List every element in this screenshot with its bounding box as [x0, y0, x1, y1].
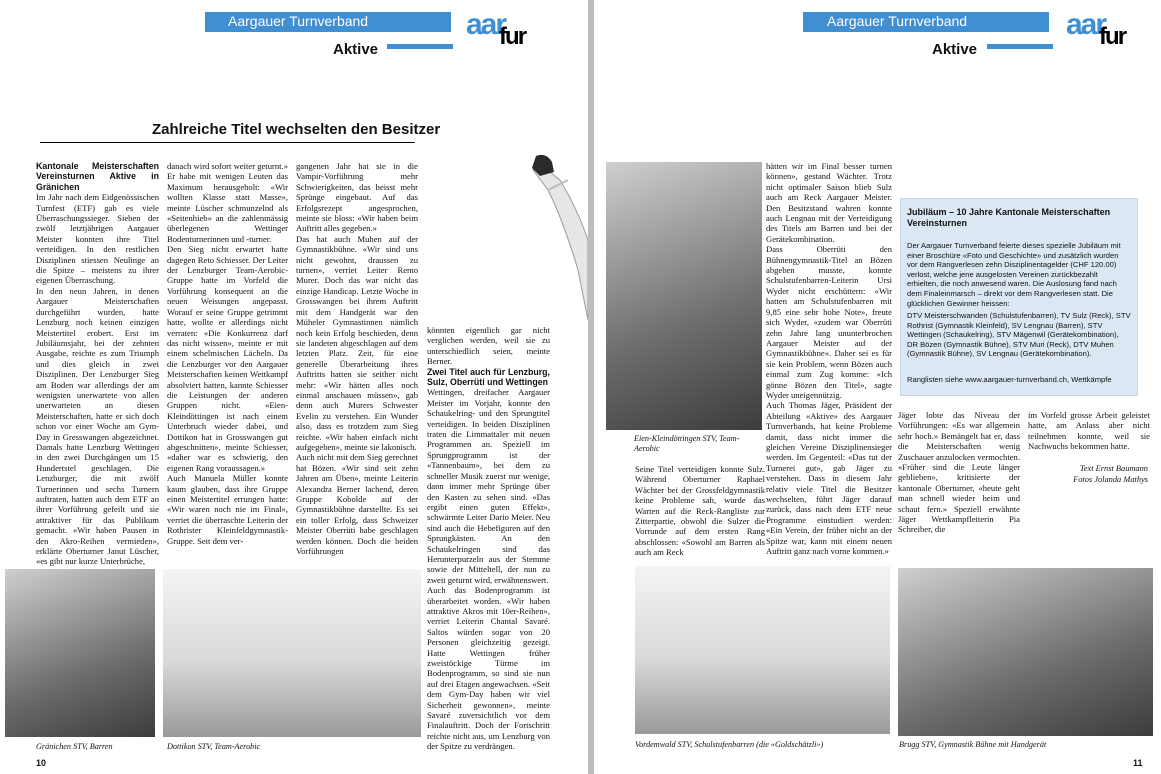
- info-box-link: Ranglisten siehe www.aargauer-turnverband.ch, Wettkämpfe: [907, 375, 1112, 384]
- right-page: [594, 0, 1161, 774]
- info-box-intro: Der Aargauer Turnverband feierte dieses spezielle Jubiläum mit einer Broschüre «Foto und Geschichte» und zusätzlich wurden vor dem Rangverlesen zehn Disziplinentagelder (CHF 120.00) verlost, welche jene ausgelosten Vereinen zurückbezahlt erhielten, die noch anwesend waren. Die Auslosung fand nach dem Finaleinmarsch – direkt vor dem Rangverlesen statt. Die glücklichen Gewinner heissen:: [907, 241, 1121, 308]
- article-column-r1: [635, 464, 765, 564]
- paragraph: Das hat auch Muhen auf der Gymnastikbühne. «Wir sind uns nicht gewohnt, draussen zu turnen», verriet Leiter Remo Murer. Doch das war nicht das einzige Handicap. Letzte Woche in Grosswangen bei ihrem Auftritt mit dem Handgerät war den Müheler Gymnastinnen nämlich noch kein Erfolg beschieden, denn sie landeten abgeschlagen auf dem letzten Platz. Zeit, für eine generelle Überarbeitung ihres Auftritts hatten sie seither nicht mehr: «Wir hätten alles noch einmal anschauen müssen», gab denn auch Murers Schwester Evelin zu verstehen. Ein Wunder also, dass es trotzdem zum Sieg reichte. «Wir haben einfach nicht aufgegeben», meinte sie lakonisch.: [296, 233, 418, 452]
- caption-eien: Eien-Kleindöttingen STV, Team-Aerobic: [634, 434, 740, 453]
- paragraph: Seine Titel verteidigen konnte Sulz. Während Oberturner Raphael Wächter bei der Grossfeldgymnastik keine Probleme sah, wurde das Warten auf die Reck-Rangliste zur Zitterpartie, obwohl die Sulzer die Vorrunde auf dem ersten Rang abschlossen: «Sowohl am Barren als auch am Reck: [635, 464, 765, 558]
- info-box-title: Jubiläum – 10 Jahre Kantonale Meisterschaften Vereinsturnen: [907, 207, 1111, 228]
- photo-vordemwald-schulstufenbarren: [635, 566, 890, 734]
- caption-brugg: Brugg STV, Gymnastik Bühne mit Handgerät: [899, 740, 1047, 749]
- paragraph: Wettingen, dreifacher Aargauer Meister im Vorjahr, konnte den Schaukelring- und den Sprungtitel verteidigen. In beiden Disziplinen traten die Limmattaler mit neuen Programmen an. Speziell im Sprungprogramm ist der «Tannenbaum», bei dem zu schneller Musik zuerst nur wenige, dann immer mehr Sprünge über den Kasten zu sehen sind. «Das ergibt einen guten Effekt», schwärmte Leiter Dario Meier. Neu sind auch die Hebefiguren auf den Sprungkästen. An den Schaukelringen sind das Herunterpurzeln aus der Stemme sowie der Mitteltell, der nun zu zweit geturnt wird, erwähnenswert.: [427, 387, 550, 585]
- paragraph: Dass Oberrüti den Bühnengymnastik-Titel an Bözen abgeben musste, konnte Schulstufenbarren-Leiterin Ursi Wyder nicht erschüttern: «Wir hatten am Schulstufenbarren mit 9,85 eine sehr hohe Note», freute sich Wyder, «zudem war Oberrüti zehn Jahre lang ununterbrochen Aargauer Meister auf der Gymnastikbühne». Daher sei es für sie kein Problem, wenn Bözen auch einmal zum Zug komme: «Ich gönne Bözen den Titel», sagte Wyder uneigennützig.: [766, 244, 892, 400]
- photo-brugg-gymnastik: [898, 568, 1153, 736]
- article-column-r2: [766, 161, 892, 561]
- paragraph: Den Sieg nicht erwartet hatte dagegen Reto Schiesser. Der Leiter der Lenzburger Team-Aerobic-Gruppe hatte im Vorfeld die Vorführung konsequent an die neuen Weisungen angepasst. Worauf er seine Gruppe getrimmt hatte, wollte er allerdings nicht verraten: «Die Konkurrenz darf das nicht wissen», meinte er mit einem schelmischen Lächeln. Da die Lenzburger vor den Aargauer Meisterschaften keinen Wettkampf absolviert hatten, kannte Schiesser die Leistungen der anderen Gruppen nicht. «Eien-Kleindöttingen ist nach einem Unterbruch wieder dabei, und Dottikon hat in Grosswangen gut abgeschnitten», meinte Schiesser, «daher war es schwierig, den eigenen Rang voraussagen.»: [167, 244, 288, 473]
- paragraph: Auch Thomas Jäger, Präsident der Abteilung «Aktive» des Aargauer Turnverbands, hat keine Probleme damit, dass nicht immer die gleichen Vereine Disziplinensieger werden. Im Gegenteil: «Das tut der Turnerei gut», gab Jäger zu verstehen. Dass in diesem Jahr relativ viele Titel die Besitzer wechselten, führt Jäger darauf zurück, dass nach dem ETF neue Programme einstudiert werden: «Ein Verein, der früher nicht an der Spitze war, kann mit einem neuen Auftritt ganz nach vorne kommen.»: [766, 400, 892, 557]
- subheading: Kantonale Meisterschaften Vereinsturnen Aktive in Gränichen: [36, 161, 159, 192]
- article-column-r3: [898, 410, 1020, 570]
- info-box-jubilaeum: [900, 198, 1138, 396]
- credit-text: Text Ernst Baumann: [1079, 464, 1148, 473]
- section-title-right: Aktive: [932, 41, 978, 58]
- paragraph: könnten eigentlich gar nicht verglichen werden, weil sie zu unterschiedlich seien, meinte Berner.: [427, 325, 550, 367]
- gymnast-leg-figure: [428, 150, 588, 320]
- paragraph: gangenen Jahr hat sie in die Vampir-Vorführung mehr Schwierigkeiten, das heisst mehr Sprünge eingebaut. Auf das Erfolgsrezept angesprochen, meinte sie bloss: «Wir haben beim Auftritt alles gegeben.»: [296, 161, 418, 234]
- info-box-winners: DTV Meisterschwanden (Schulstufenbarren), TV Sulz (Reck), STV Rothrist (Gymnastik Kleinfeld), SV Lengnau (Barren), STV Wettingen (Schaukelring), STV Mägenwil (Gerätekombination), DR Bözen (Gymnastik Bühne), STV Muri (Reck), DTV Muhen (Gymnastik Bühne), SV Lengnau (Gerätekombination).: [907, 311, 1131, 359]
- paragraph: hätten wir im Final besser turnen können», gestand Wächter. Trotz nicht optimaler Saison blieb Sulz auch am Reck Aargauer Meister. Den Besitzstand wahren konnte auch Lengnau mit der Verteidigung des Titels am Barren und bei der Gerätekombination.: [766, 161, 892, 244]
- aarfur-logo: aar$_{fur}$: [466, 8, 526, 50]
- photo-graenichen-barren: [5, 569, 155, 737]
- article-column-1: [36, 161, 159, 567]
- page-number-right: 11: [1133, 758, 1143, 768]
- section-underline-right: [987, 44, 1053, 49]
- header-org-right: Aargauer Turnverband: [827, 13, 968, 29]
- subheading: Zwei Titel auch für Lenzburg, Sulz, Oberrüti und Wettingen: [427, 366, 550, 388]
- headline-rule: [40, 142, 415, 143]
- caption-graenichen: Gränichen STV, Barren: [36, 742, 113, 751]
- paragraph: Auch das Bodenprogramm ist überarbeitet worden. «Wir haben attraktive Akros mit 10er-Reihen», verriet Leiterin Chantal Savaré. Saltos würden sogar von 20 Personen gleichzeitig gezeigt. Hatte Wettingen früher zweistöckige Türme im Bodenprogramm, so sind sie nun auf drei Etagen angewachsen. «Seit dem Gym-Day haben wir viel Sicherheit gewonnen», meinte Savaré zuversichtlich vor dem Finalauftritt. Doch der Fortschritt reichte nicht aus, um Lenzburg von der Spitze zu verdrängen.: [427, 585, 550, 752]
- paragraph: In den neun Jahren, in denen Aargauer Meisterschaften durchgeführt wurden, hatte Lenzburg noch keinen einzigen Meistertitel erobert. Erst im Jubiläumsjahr, bei der zehnten Ausgabe, reichte es zum Triumph und dies gleich in zwei Disziplinen. Der Lenzburger Sieg am Boden war allerdings der am wenigsten unerwartete von allen unerwarteten an diesen Meisterschaften, hatte er sich doch schon vor einer Woche am Gym-Day in Gresswangen abgezeichnet. Damals hatte Lenzburg Wettingen in den zwei Durchgängen um 15 Hundertstel geschlagen. Die Lenzburger, die mit zwölf Turnerinnen und sechs Turnern auftraten, hatten auch dem ETF an ihrer Vorführung gefeilt und sie attraktiver für das Publikum gemacht. «Wir haben Pausen in den Akro-Reihen vermieden», erklärte Oberturner Janut Lüscher, «es gibt nur kurze Unterbrüche,: [36, 285, 159, 567]
- article-column-r4: [1028, 410, 1150, 470]
- paragraph: Im Jahr nach dem Eidgenössischen Turnfest (ETF) gab es viele Überraschungssieger. Sieben der zwölf letztjährigen Aargauer Meister konnten ihre Titel verteidigen. In den restlichen Disziplinen stiessen Neulinge an die Spitze – meistens zu ihrer eigenen Überraschung.: [36, 192, 159, 286]
- caption-vordemwald: Vordemwald STV, Schulstufenbarren (die «Goldschätzli»): [635, 740, 824, 749]
- article-column-3: [296, 161, 418, 561]
- page-number-left: 10: [36, 758, 47, 768]
- article-headline: Zahlreiche Titel wechselten den Besitzer: [152, 121, 441, 138]
- article-credits: [1028, 463, 1148, 485]
- header-org: Aargauer Turnverband: [228, 13, 369, 29]
- aarfur-logo-right: aar$_{fur}$: [1066, 8, 1126, 50]
- photo-eien-kleindoettingen: [606, 162, 762, 430]
- article-column-2: [167, 161, 288, 561]
- photo-dottikon-team-aerobic: [163, 569, 421, 737]
- paragraph: Auch Manuela Müller konnte kaum glauben, dass ihre Gruppe einen Meistertitel errungen hatte: «Wir waren noch nie im Final», verriet die überraschte Leiterin der Rothrister Kleinfeldgymnastik-Gruppe. Seit dem ver-: [167, 473, 288, 546]
- credit-photo: Fotos Jolanda Mathys: [1073, 475, 1148, 484]
- paragraph: danach wird sofort weiter geturnt.» Er habe mit wenigen Leuten das Maximum herausgeholt: «Wir wollten Klasse statt Masse», meinte Lüscher schmunzelnd als «Seitenhieb» an die zahlenmässig überlegenen Wettinger Bodenturnerinnen und -turner.: [167, 161, 288, 244]
- article-column-4: [427, 325, 550, 755]
- section-underline: [387, 44, 453, 49]
- caption-dottikon: Dottikon STV, Team-Aerobic: [167, 742, 261, 751]
- section-title: Aktive: [333, 41, 379, 58]
- paragraph: im Vorfeld grosse Arbeit geleistet hatte, am Anlass aber nicht teilnehmen konnte, weil sie Nachwuchs bekommen hatte.: [1028, 410, 1150, 452]
- paragraph: Auch nicht mit dem Sieg gerechnet hat Bözen. «Wir sind seit zehn Jahren am Üben», meinte Leiterin Alexandra Berner lachend, deren Gruppe Kobolde auf der Gymnastikbühne darstellte. Es sei ein toller Erfolg, dass Schweizer Meister Oberrüti habe geschlagen werden können. Doch die beiden Vorführungen: [296, 452, 418, 557]
- paragraph: Jäger lobte das Niveau der Vorführungen: «Es war allgemein sehr hoch.» Bemängelt hat er, dass die Meisterschaften wenig Zuschauer anzulocken vermochten. «Früher sind die Leute länger geblieben», kritisierte der kantonale Oberturner, «heute geht man schnell wieder heim und schaut fern.» Speziell erwähnte Jäger Wettkampfleiterin Pia Schreiber, die: [898, 410, 1020, 535]
